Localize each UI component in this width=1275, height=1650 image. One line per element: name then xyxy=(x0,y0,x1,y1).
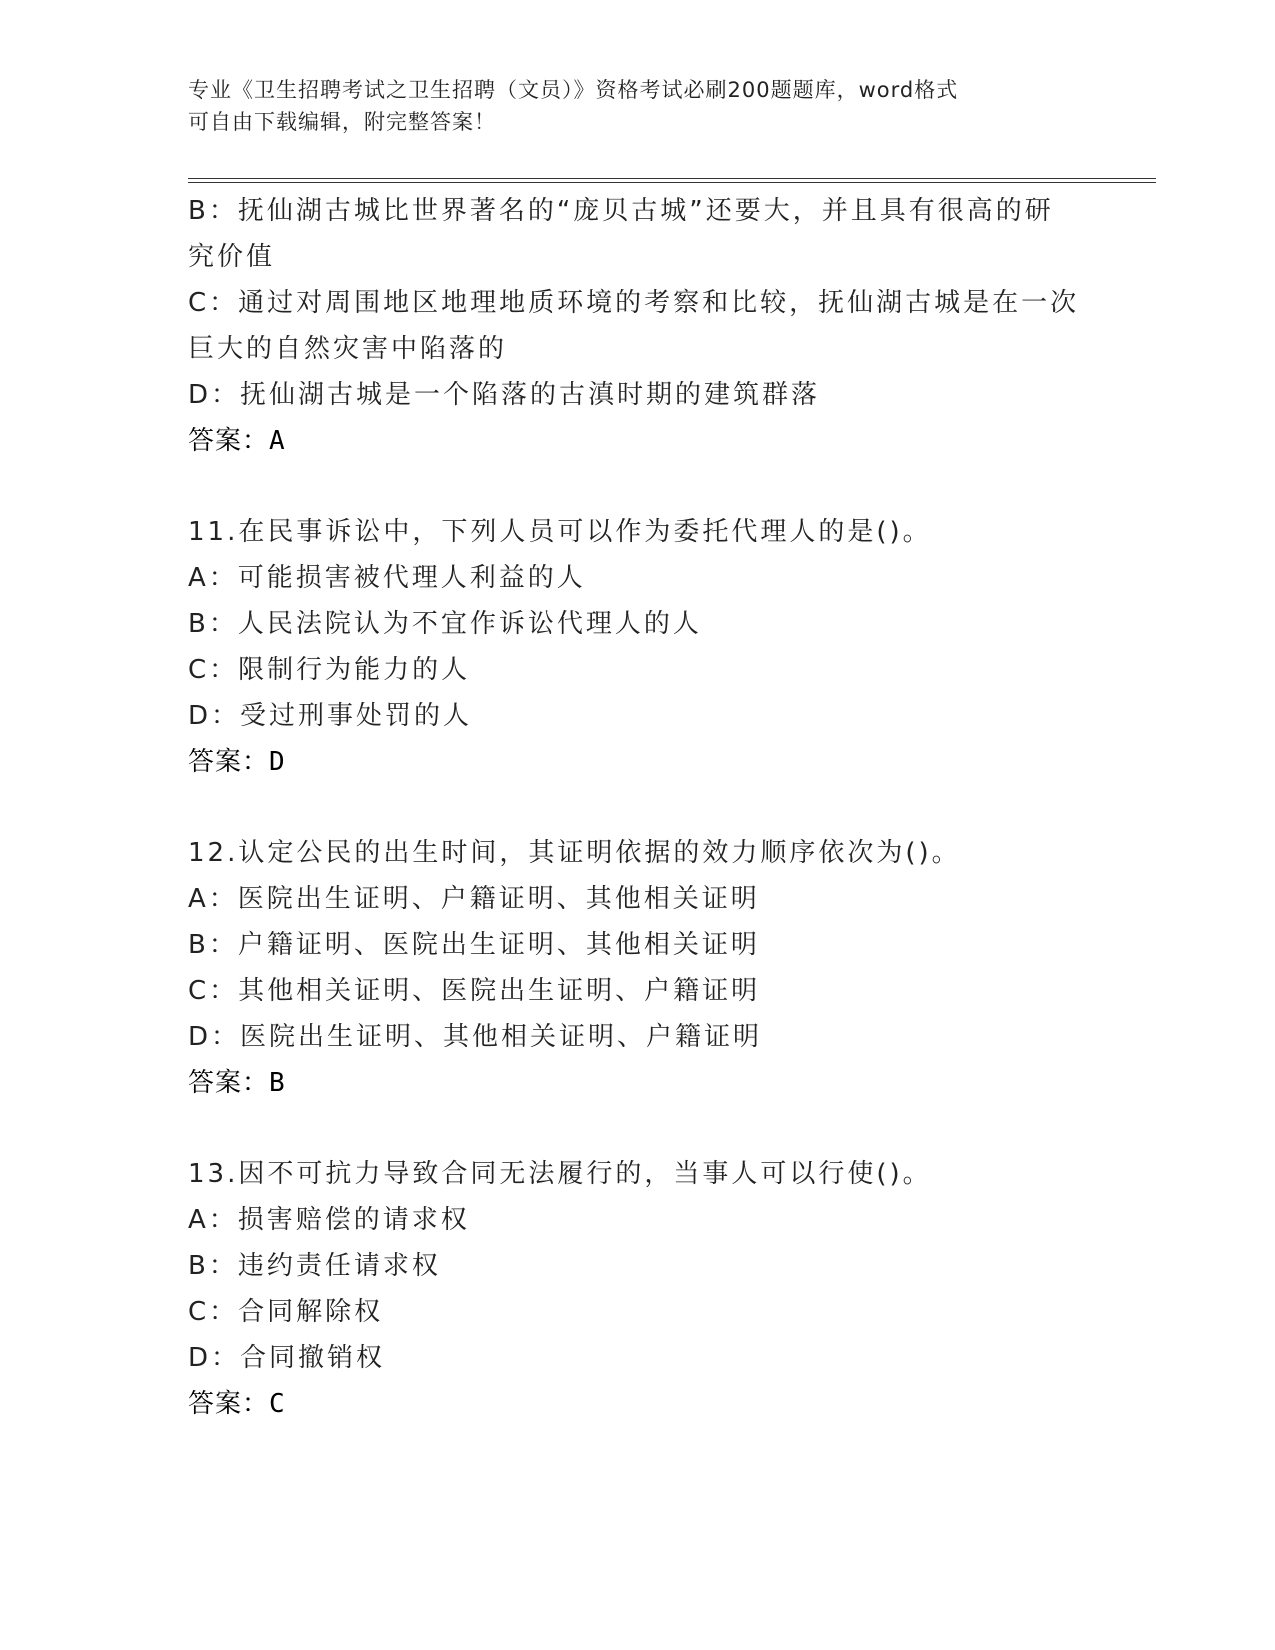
question-stem: 12.认定公民的出生时间，其证明依据的效力顺序依次为()。 xyxy=(188,838,961,868)
question-10-continued xyxy=(188,188,1088,464)
spacer xyxy=(188,1106,1088,1151)
answer xyxy=(188,1060,1088,1106)
question-list xyxy=(188,188,1088,1427)
option-d: D：受过刑事处罚的人 xyxy=(188,701,473,731)
option-c-line-1: C：通过对周围地区地理地质环境的考察和比较，抚仙湖古城是在一次 xyxy=(188,288,1080,318)
question-11 xyxy=(188,509,1088,785)
header-divider-bottom xyxy=(188,182,1156,183)
option-c-line-2: 巨大的自然灾害中陷落的 xyxy=(188,334,508,364)
answer-value: C xyxy=(269,1389,285,1419)
option-d: D：合同撤销权 xyxy=(188,1343,386,1373)
option-a: A：医院出生证明、户籍证明、其他相关证明 xyxy=(188,884,760,914)
answer-value: D xyxy=(269,747,285,777)
option-c: C：其他相关证明、医院出生证明、户籍证明 xyxy=(188,976,761,1006)
option-a: A：可能损害被代理人利益的人 xyxy=(188,563,586,593)
option-b: B：人民法院认为不宜作诉讼代理人的人 xyxy=(188,609,702,639)
question-stem: 11.在民事诉讼中，下列人员可以作为委托代理人的是()。 xyxy=(188,517,932,547)
answer xyxy=(188,1381,1088,1427)
answer xyxy=(188,739,1088,785)
option-c: C：限制行为能力的人 xyxy=(188,655,471,685)
spacer xyxy=(188,464,1088,509)
answer-value: A xyxy=(269,426,285,456)
answer-value: B xyxy=(269,1068,285,1098)
question-12 xyxy=(188,830,1088,1106)
option-d: D：医院出生证明、其他相关证明、户籍证明 xyxy=(188,1022,763,1052)
answer-label: 答案： xyxy=(188,1068,270,1098)
option-b: B：户籍证明、医院出生证明、其他相关证明 xyxy=(188,930,760,960)
option-b-line-2: 究价值 xyxy=(188,242,276,272)
answer-label: 答案： xyxy=(188,1389,270,1419)
header-divider-top xyxy=(188,178,1156,179)
spacer xyxy=(188,785,1088,830)
question-stem: 13.因不可抗力导致合同无法履行的，当事人可以行使()。 xyxy=(188,1159,932,1189)
option-b: B：违约责任请求权 xyxy=(188,1251,441,1281)
document-header xyxy=(188,74,1068,138)
answer-label: 答案： xyxy=(188,426,270,456)
answer xyxy=(188,418,1088,464)
option-c: C：合同解除权 xyxy=(188,1297,384,1327)
answer-label: 答案： xyxy=(188,747,270,777)
header-title-line-1: 专业《卫生招聘考试之卫生招聘（文员）》资格考试必刷200题题库，word格式 xyxy=(188,78,959,102)
option-d: D：抚仙湖古城是一个陷落的古滇时期的建筑群落 xyxy=(188,380,821,410)
header-title-line-2: 可自由下载编辑，附完整答案！ xyxy=(188,110,496,134)
question-13 xyxy=(188,1151,1088,1427)
option-b-line-1: B：抚仙湖古城比世界著名的“庞贝古城”还要大，并且具有很高的研 xyxy=(188,196,1054,226)
option-a: A：损害赔偿的请求权 xyxy=(188,1205,470,1235)
